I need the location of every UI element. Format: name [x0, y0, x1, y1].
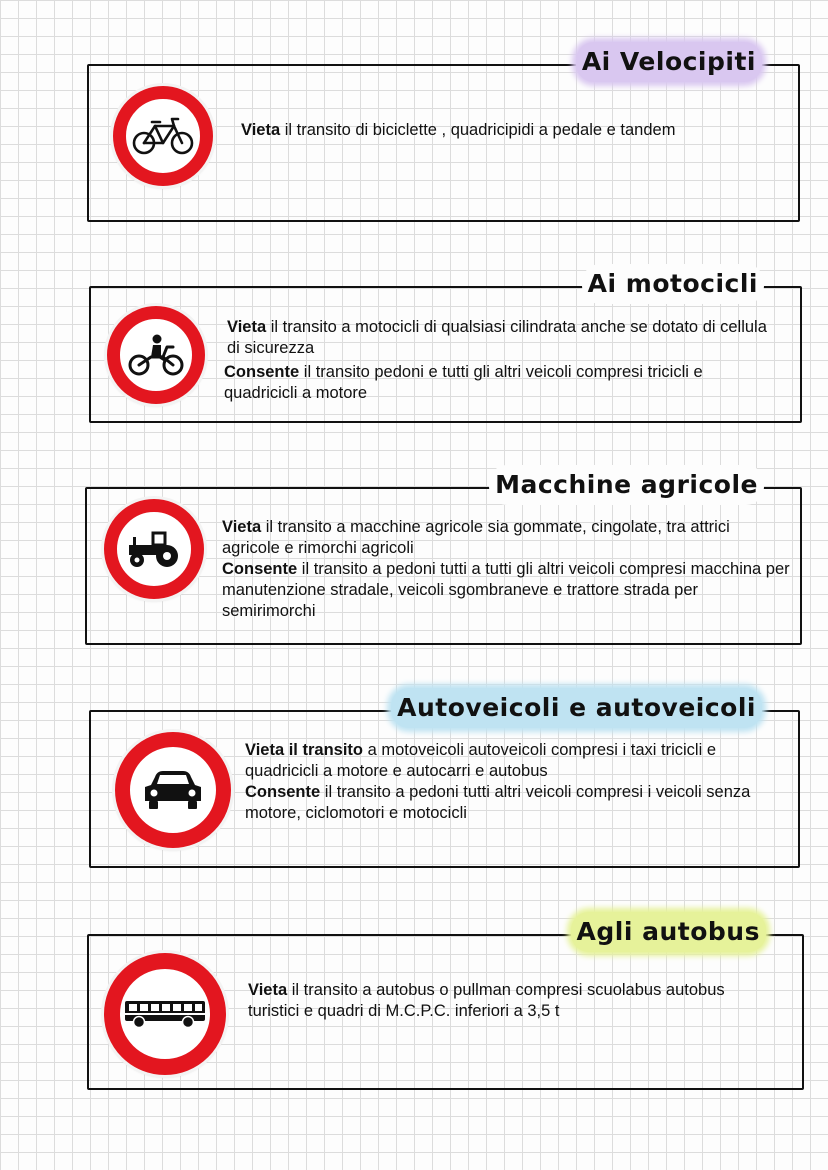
section-motocicli — [89, 269, 802, 423]
bus-sign — [104, 953, 226, 1075]
permission-line: Consente il transito a pedoni tutti altri veicoli compresi i veicoli senza motore, ciclomotori e motocicli — [245, 783, 751, 822]
bicycle-icon — [131, 116, 195, 156]
permission-line: Consente il transito pedoni e tutti gli altri veicoli compresi tricicli e quadricicli a motore — [224, 363, 703, 402]
bus-icon — [124, 999, 206, 1029]
motorcycle-sign — [107, 306, 205, 404]
section-title: Autoveicoli e autoveicoli — [391, 688, 762, 728]
section-description — [224, 317, 769, 404]
section-description — [222, 517, 792, 622]
prohibition-line: Vieta il transito a motocicli di qualsiasi cilindrata anche se dotato di cellula di sicurezza — [227, 318, 767, 357]
section-description — [245, 740, 790, 824]
section-autobus — [87, 917, 804, 1090]
section-description — [248, 980, 738, 1022]
tractor-sign — [104, 499, 204, 599]
section-autoveicoli — [89, 693, 800, 868]
car-icon — [141, 769, 205, 811]
section-title: Ai motocicli — [582, 264, 764, 304]
prohibition-line: Vieta il transito a macchine agricole sia gommate, cingolate, tra attrici agricole e rimorchi agricoli — [222, 518, 730, 557]
section-title: Macchine agricole — [489, 465, 764, 505]
car-sign — [115, 732, 231, 848]
motorcycle-icon — [127, 333, 185, 377]
prohibition-line: Vieta il transito a motoveicoli autoveicoli compresi i taxi tricicli e quadricicli a motore e autocarri e autobus — [245, 741, 717, 780]
section-title: Agli autobus — [571, 912, 766, 952]
tractor-icon — [125, 529, 183, 569]
section-velocipiti — [87, 47, 800, 222]
permission-line: Consente il transito a pedoni tutti a tutti gli altri veicoli compresi macchina per manutenzione stradale, veicoli sgombraneve e trattore strada per semirimorchi — [222, 560, 790, 620]
section-title: Ai Velocipiti — [576, 42, 762, 82]
prohibition-line: Vieta il transito di biciclette , quadricipidi a pedale e tandem — [241, 121, 676, 139]
bicycle-sign — [113, 86, 213, 186]
section-description — [241, 120, 761, 141]
section-macchine-agricole — [85, 470, 802, 645]
prohibition-line: Vieta il transito a autobus o pullman compresi scuolabus autobus turistici e quadri di M.C.P.C. inferiori a 3,5 t — [248, 981, 725, 1020]
